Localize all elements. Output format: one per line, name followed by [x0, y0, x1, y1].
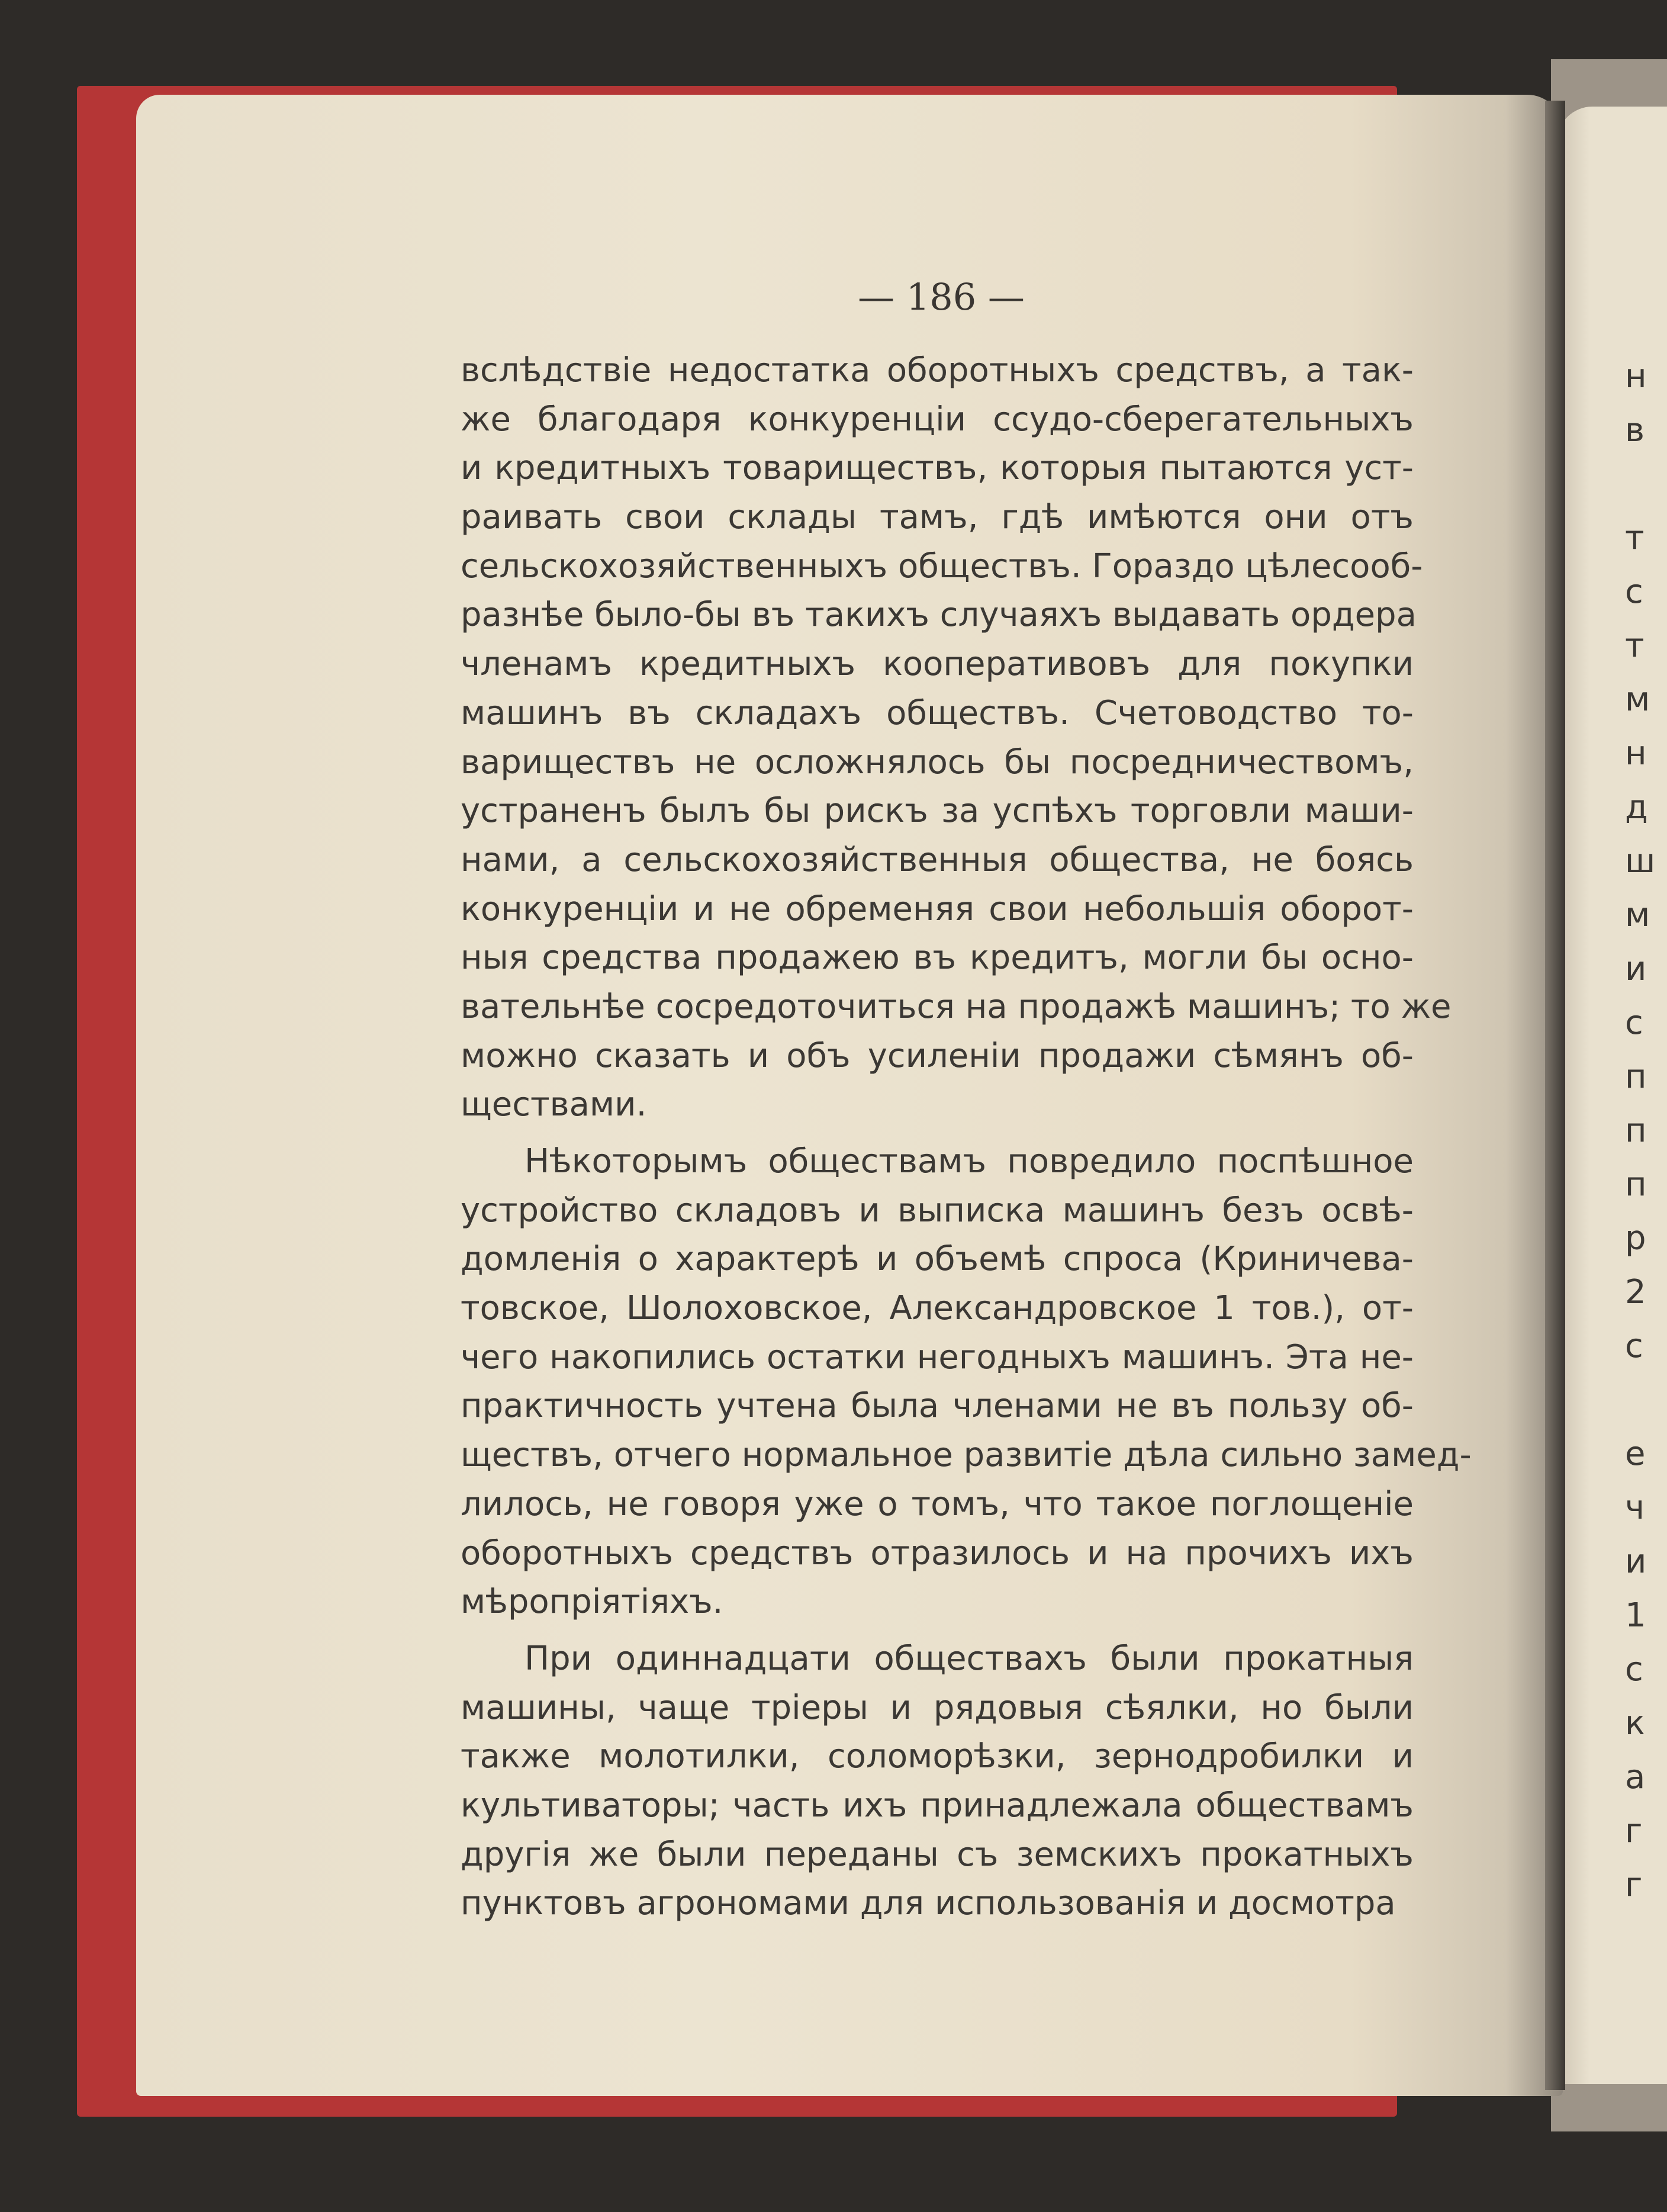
- next-page-letter: в: [1625, 411, 1645, 449]
- text-line: Нѣкоторымъ обществамъ повредило поспѣшное: [524, 1142, 1414, 1181]
- next-page-margin-text: [1625, 349, 1666, 1912]
- paragraph-gap: [461, 1627, 1414, 1635]
- text-line: оборотныхъ средствъ отразилось и на прочихъ ихъ: [461, 1533, 1414, 1573]
- text-line: конкуренціи и не обременяя свои небольшія оборот-: [461, 889, 1414, 928]
- next-page-letter: а: [1625, 1758, 1646, 1796]
- paragraph: [461, 1635, 1414, 1928]
- next-page-letter: г: [1625, 1866, 1643, 1904]
- next-page-letter: ш: [1625, 842, 1656, 880]
- next-page-letter: н: [1625, 734, 1647, 773]
- next-page-letter: р: [1625, 1219, 1646, 1258]
- next-page-letter: и: [1625, 950, 1647, 988]
- next-page-letter: с: [1625, 573, 1643, 611]
- text-line: ществами.: [461, 1085, 647, 1124]
- paragraph: [461, 346, 1452, 1130]
- text-line: устройство складовъ и выписка машинъ безъ освѣ-: [461, 1191, 1414, 1230]
- next-page-letter: 2: [1625, 1273, 1646, 1311]
- next-page-letter: т: [1625, 519, 1645, 557]
- text-line: и кредитныхъ товариществъ, которыя пытаются уст-: [461, 449, 1414, 488]
- paragraph-gap: [461, 1130, 1414, 1137]
- text-line: ществъ, отчего нормальное развитіе дѣла сильно замед-: [461, 1436, 1472, 1475]
- page-body-text: [461, 346, 1472, 1928]
- text-line: можно сказать и объ усиленіи продажи сѣмянъ об-: [461, 1036, 1414, 1075]
- next-page-letter: д: [1625, 788, 1648, 827]
- next-page-letter: с: [1625, 1327, 1643, 1365]
- next-page-letter: [1625, 1373, 1666, 1427]
- text-line: При одиннадцати обществахъ были прокатныя: [524, 1639, 1414, 1678]
- next-page-letter: ч: [1625, 1488, 1645, 1527]
- next-page-letter: г: [1625, 1812, 1643, 1850]
- text-line: лилось, не говоря уже о томъ, что такое поглощеніе: [461, 1484, 1414, 1523]
- text-line: членамъ кредитныхъ кооперативовъ для покупки: [461, 645, 1414, 684]
- text-line: чего накопились остатки негодныхъ машинъ. Эта не-: [461, 1338, 1414, 1377]
- book-spine-shadow: [1545, 101, 1565, 2090]
- next-page-letter: п: [1625, 1165, 1647, 1204]
- text-line: машинъ въ складахъ обществъ. Счетоводство то-: [461, 693, 1414, 732]
- text-line: вательнѣе сосредоточиться на продажѣ машинъ; то же: [461, 987, 1452, 1026]
- text-line: нами, а сельскохозяйственныя общества, не боясь: [461, 840, 1414, 879]
- text-line: практичность учтена была членами не въ пользу об-: [461, 1387, 1414, 1426]
- next-page-letter: м: [1625, 680, 1650, 719]
- next-page-letter: к: [1625, 1704, 1645, 1742]
- text-line: вслѣдствіе недостатка оборотныхъ средствъ, а так-: [461, 351, 1414, 390]
- text-line: также молотилки, соломорѣзки, зернодробилки и: [461, 1737, 1414, 1776]
- text-line: машины, чаще тріеры и рядовыя сѣялки, но были: [461, 1688, 1414, 1727]
- text-line: товское, Шолоховское, Александровское 1 тов.), от-: [461, 1289, 1414, 1328]
- text-line: вариществъ не осложнялось бы посредничествомъ,: [461, 742, 1414, 782]
- next-page-letter: т: [1625, 626, 1645, 665]
- text-line: культиваторы; часть ихъ принадлежала обществамъ: [461, 1786, 1414, 1825]
- text-line: же благодаря конкуренціи ссудо-сберегательныхъ: [461, 400, 1414, 439]
- text-line: домленія о характерѣ и объемѣ спроса (Криничева-: [461, 1240, 1414, 1279]
- next-page-letter: п: [1625, 1111, 1647, 1150]
- next-page-letter: м: [1625, 896, 1650, 934]
- next-page-letter: с: [1625, 1650, 1643, 1689]
- next-page-letter: е: [1625, 1435, 1646, 1473]
- text-line: сельскохозяйственныхъ обществъ. Гораздо цѣлесооб-: [461, 546, 1423, 586]
- text-line: раивать свои склады тамъ, гдѣ имѣются они отъ: [461, 498, 1414, 537]
- next-page-letter: с: [1625, 1004, 1643, 1042]
- page-number: — 186 —: [858, 275, 1025, 319]
- next-page-letter: 1: [1625, 1596, 1646, 1635]
- text-line: разнѣе было-бы въ такихъ случаяхъ выдавать ордера: [461, 596, 1417, 635]
- text-line: мѣропріятіяхъ.: [461, 1583, 723, 1622]
- text-line: пунктовъ агрономами для использованія и досмотра: [461, 1884, 1396, 1923]
- next-page-letter: н: [1625, 357, 1647, 396]
- next-page-letter: и: [1625, 1542, 1647, 1581]
- next-page-letter: [1625, 457, 1666, 511]
- paragraph: [461, 1137, 1472, 1627]
- text-line: другія же были переданы съ земскихъ прокатныхъ: [461, 1835, 1414, 1874]
- text-line: устраненъ былъ бы рискъ за успѣхъ торговли маши-: [461, 792, 1414, 831]
- next-page-letter: п: [1625, 1057, 1647, 1096]
- text-line: ныя средства продажею въ кредитъ, могли бы осно-: [461, 938, 1414, 978]
